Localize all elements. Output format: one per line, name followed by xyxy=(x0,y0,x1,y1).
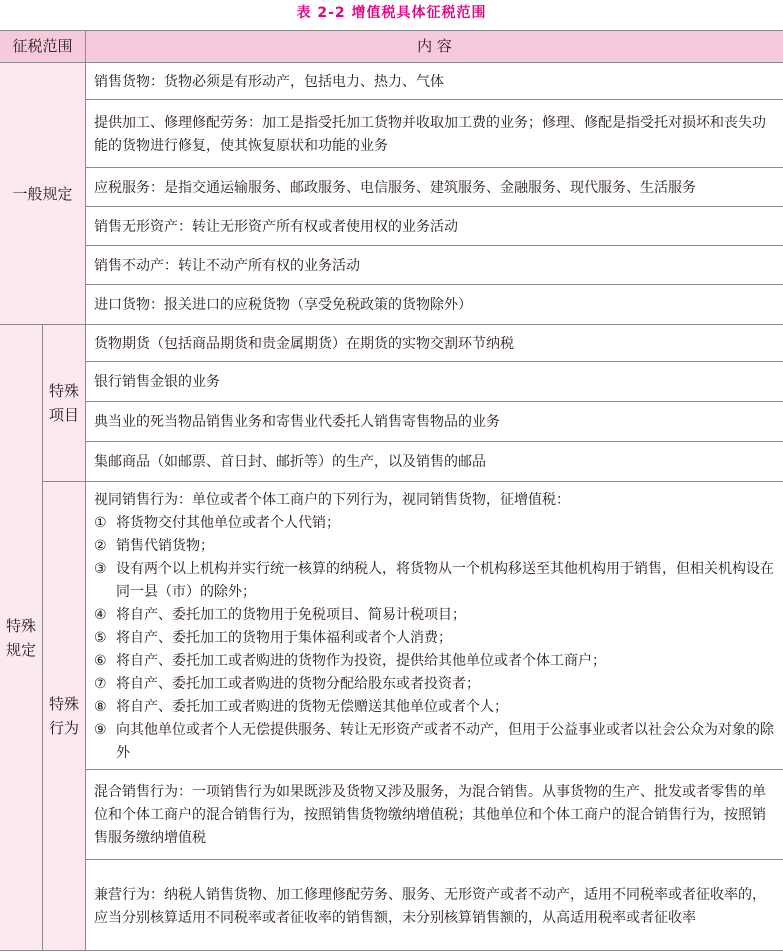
list-item-text: 将自产、委托加工或者购进的货物分配给股东或者投资者； xyxy=(116,676,480,692)
list-item-text: 将货物交付其他单位或者个人代销； xyxy=(116,515,340,531)
table-row: 典当业的死当物品销售业务和寄售业代委托人销售寄售物品的业务 xyxy=(86,402,783,442)
list-item-text: 设有两个以上机构并实行统一核算的纳税人，将货物从一个机构移送至其他机构用于销售，但相关机构设在同一县（市）的除外； xyxy=(116,561,774,600)
special-acts-text: 特殊行为 xyxy=(48,695,79,737)
list-item xyxy=(94,535,775,558)
list-item-number: ⑤ xyxy=(94,630,107,646)
list-item-number: ① xyxy=(94,515,107,531)
list-item-text: 将自产、委托加工的货物用于集体福利或者个人消费； xyxy=(116,630,452,646)
list-item xyxy=(94,719,775,765)
table-row: 银行销售金银的业务 xyxy=(86,362,783,402)
table-row: 销售货物：货物必须是有形动产，包括电力、热力、气体 xyxy=(86,63,783,100)
list-item-text: 将自产、委托加工的货物用于免税项目、简易计税项目； xyxy=(116,607,466,623)
deemed-sale-list xyxy=(94,512,775,765)
list-item-number: ⑥ xyxy=(94,653,107,669)
list-item-text: 销售代销货物； xyxy=(116,538,214,554)
special-items-label xyxy=(43,325,86,482)
list-item-number: ④ xyxy=(94,607,107,623)
list-item-number: ⑦ xyxy=(94,676,107,692)
table-row: 销售不动产：转让不动产所有权的业务活动 xyxy=(86,246,783,285)
concurrent-operation-cell: 兼营行为：纳税人销售货物、加工修理修配劳务、服务、无形资产或者不动产，适用不同税率或者征收率的，应当分别核算适用不同税率或者征收率的销售额，未分别核算销售额的，从高适用税率或者征收率 xyxy=(94,886,766,926)
special-items-text: 特殊项目 xyxy=(48,382,79,424)
general-rules-label: 一般规定 xyxy=(0,63,86,325)
list-item-text: 将自产、委托加工或者购进的货物作为投资，提供给其他单位或者个体工商户； xyxy=(116,653,606,669)
special-rules-label xyxy=(0,325,43,951)
special-rules-text: 特殊规定 xyxy=(5,616,36,659)
header-scope: 征税范围 xyxy=(0,31,86,63)
header-content: 内 容 xyxy=(86,31,783,63)
deemed-sale-cell xyxy=(86,482,783,770)
table-row: 应税服务：是指交通运输服务、邮政服务、电信服务、建筑服务、金融服务、现代服务、生活服务 xyxy=(86,168,783,207)
list-item-text: 将自产、委托加工或者购进的货物无偿赠送其他单位或者个人； xyxy=(116,699,508,715)
table-row: 进口货物：报关进口的应税货物（享受免税政策的货物除外） xyxy=(86,285,783,325)
list-item-number: ③ xyxy=(94,561,107,577)
deemed-sale-intro: 视同销售行为：单位或者个体工商户的下列行为，视同销售货物，征增值税： xyxy=(94,492,570,508)
list-item xyxy=(94,650,775,673)
list-item-number: ⑨ xyxy=(94,722,107,738)
list-item-text: 向其他单位或者个人无偿提供服务、转让无形资产或者不动产，但用于公益事业或者以社会公众为对象的除外 xyxy=(116,722,774,761)
list-item xyxy=(94,673,775,696)
list-item-number: ② xyxy=(94,538,107,554)
list-item xyxy=(94,627,775,650)
tax-scope-table xyxy=(0,30,783,951)
special-acts-label xyxy=(43,482,86,951)
table-row: 货物期货（包括商品期货和贵金属期货）在期货的实物交割环节纳税 xyxy=(86,325,783,362)
table-row: 提供加工、修理修配劳务：加工是指受托加工货物并收取加工费的业务；修理、修配是指受托对损坏和丧失功能的货物进行修复，使其恢复原状和功能的业务 xyxy=(86,100,783,168)
list-item-number: ⑧ xyxy=(94,699,107,715)
list-item xyxy=(94,512,775,535)
table-row: 销售无形资产：转让无形资产所有权或者使用权的业务活动 xyxy=(86,207,783,246)
mixed-sale-cell: 混合销售行为：一项销售行为如果既涉及货物又涉及服务，为混合销售。从事货物的生产、批发或者零售的单位和个体工商户的混合销售行为，按照销售货物缴纳增值税；其他单位和个体工商户的混合销售行为，按照销售服务缴纳增值税 xyxy=(86,770,783,860)
table-row: 集邮商品（如邮票、首日封、邮折等）的生产，以及销售的邮品 xyxy=(86,442,783,482)
list-item xyxy=(94,604,775,627)
list-item xyxy=(94,696,775,719)
list-item xyxy=(94,558,775,604)
table-caption: 表 2-2 增值税具体征税范围 xyxy=(296,5,487,21)
